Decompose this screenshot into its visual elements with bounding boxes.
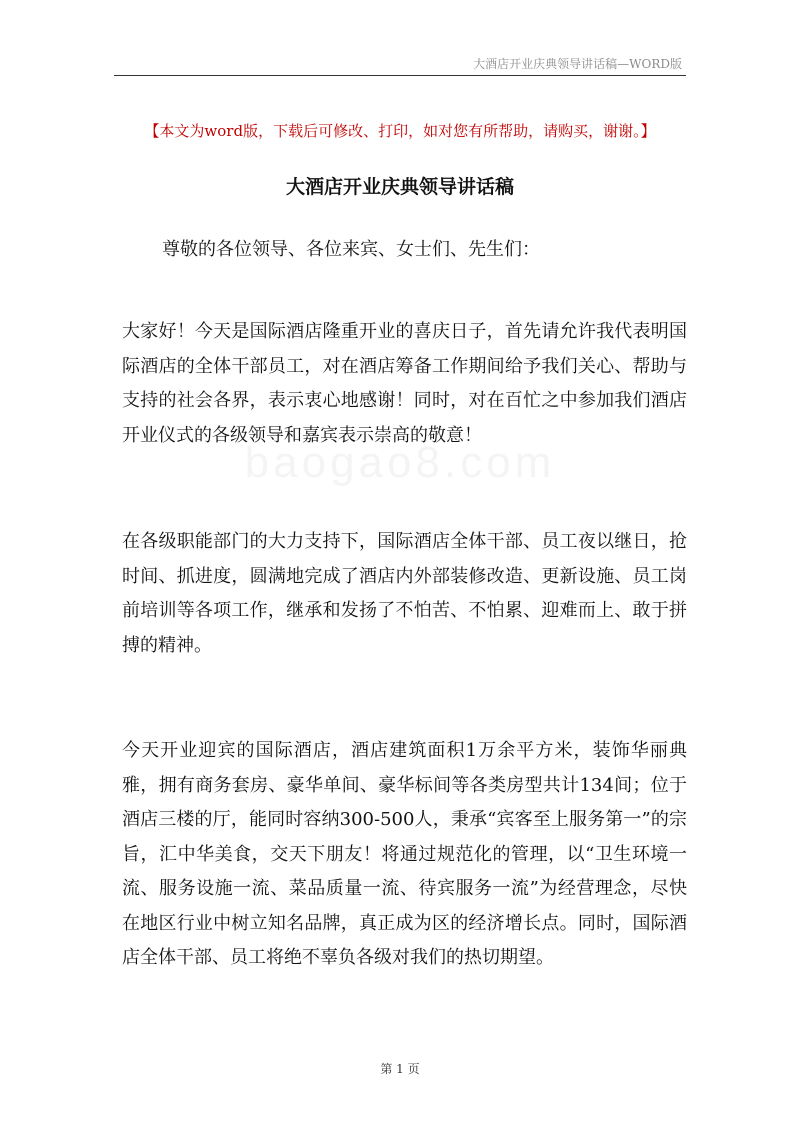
- salutation: 尊敬的各位领导、各位来宾、女士们、先生们：: [162, 239, 540, 260]
- document-title: 大酒店开业庆典领导讲话稿: [285, 176, 514, 198]
- purchase-notice: 【本文为word版，下载后可修改、打印，如对您有所帮助，请购买，谢谢。】: [144, 122, 656, 140]
- paragraph-1: 大家好！今天是国际酒店隆重开业的喜庆日子，首先请允许我代表明国际酒店的全体干部员工，对在酒店筹备工作期间给予我们关心、帮助与支持的社会各界，表示衷心地感谢！同时，对在百忙之中参加我们酒店开业仪式的各级领导和嘉宾表示崇高的敬意！: [122, 321, 687, 446]
- paragraph-3: 今天开业迎宾的国际酒店，酒店建筑面积1万余平方米，装饰华丽典雅，拥有商务套房、豪华单间、豪华标间等各类房型共计134间；位于酒店三楼的厅，能同时容纳300-500人，秉承“宾客至上服务第一”的宗旨，汇中华美食，交天下朋友！将通过规范化的管理，以“卫生环境一流、服务设施一流、菜品质量一流、待宾服务一流”为经营理念，尽快在地区行业中树立知名品牌，真正成为区的经济增长点。同时，国际酒店全体干部、员工将绝不辜负各级对我们的热切期望。: [122, 740, 687, 968]
- header-divider: [114, 75, 686, 76]
- paragraph-2: 在各级职能部门的大力支持下，国际酒店全体干部、员工夜以继日，抢时间、抓进度，圆满地完成了酒店内外部装修改造、更新设施、员工岗前培训等各项工作，继承和发扬了不怕苦、不怕累、迎难而上、敢于拼搏的精神。: [122, 531, 687, 656]
- page-number: 第 1 页: [380, 1062, 420, 1076]
- running-header-title: 大酒店开业庆典领导讲话稿—WORD版: [473, 57, 682, 71]
